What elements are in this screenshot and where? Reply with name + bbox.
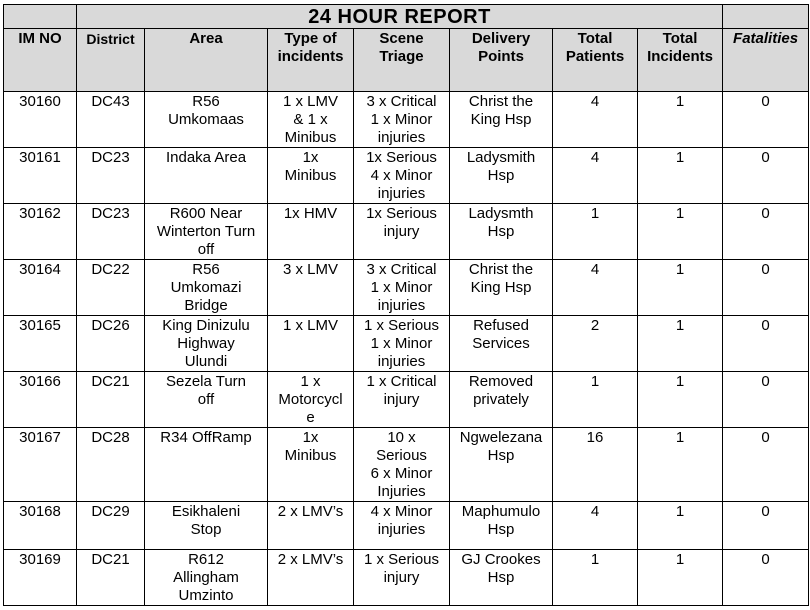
fatalities-cell: 0 bbox=[723, 260, 809, 316]
delivery-cell-line: privately bbox=[473, 391, 529, 408]
triage-cell-line: injuries bbox=[377, 297, 426, 314]
total-incidents-cell: 1 bbox=[638, 148, 723, 204]
type-cell-line: e bbox=[306, 409, 315, 426]
triage-cell-line: Injuries bbox=[377, 483, 426, 500]
delivery-cell bbox=[450, 428, 553, 502]
table-row bbox=[4, 92, 809, 148]
district-cell: DC21 bbox=[77, 372, 145, 428]
fatalities-cell: 0 bbox=[723, 428, 809, 502]
fatalities-cell: 0 bbox=[723, 92, 809, 148]
triage-cell bbox=[354, 316, 450, 372]
header-triage bbox=[354, 29, 450, 92]
total-incidents-cell: 1 bbox=[638, 92, 723, 148]
type-cell-line: Minibus bbox=[284, 129, 337, 146]
fatalities-cell: 0 bbox=[723, 316, 809, 372]
fatalities-cell: 0 bbox=[723, 550, 809, 606]
area-cell bbox=[145, 550, 268, 606]
triage-cell bbox=[354, 148, 450, 204]
report-body bbox=[4, 92, 809, 606]
total-patients-cell: 4 bbox=[553, 502, 638, 550]
header-im-no: IM NO bbox=[4, 29, 77, 92]
area-cell bbox=[145, 92, 268, 148]
header-fatalities: Fatalities bbox=[723, 29, 809, 92]
table-row bbox=[4, 204, 809, 260]
area-cell bbox=[145, 316, 268, 372]
area-cell-line: R612 bbox=[188, 551, 224, 568]
area-cell-line: R56 bbox=[192, 261, 220, 278]
delivery-cell bbox=[450, 316, 553, 372]
area-cell-line: Bridge bbox=[184, 297, 228, 314]
delivery-cell-line: Hsp bbox=[487, 223, 515, 240]
triage-cell bbox=[354, 372, 450, 428]
type-cell-line: 1x HMV bbox=[283, 205, 338, 222]
header-total-incidents bbox=[638, 29, 723, 92]
delivery-cell-line: King Hsp bbox=[470, 111, 532, 128]
delivery-cell-line: Removed bbox=[468, 373, 534, 390]
district-cell: DC21 bbox=[77, 550, 145, 606]
triage-cell-line: 1 x Serious bbox=[363, 551, 440, 568]
header-type bbox=[268, 29, 354, 92]
header-row bbox=[4, 29, 809, 92]
district-cell: DC23 bbox=[77, 148, 145, 204]
area-cell-line: R600 Near bbox=[169, 205, 243, 222]
area-cell-line: Indaka Area bbox=[165, 149, 247, 166]
district-cell: DC29 bbox=[77, 502, 145, 550]
header-total-incidents-line: Incidents bbox=[647, 48, 713, 65]
report-title: 24 HOUR REPORT bbox=[77, 5, 723, 29]
district-cell: DC22 bbox=[77, 260, 145, 316]
header-triage-line: Triage bbox=[379, 48, 424, 65]
type-cell bbox=[268, 260, 354, 316]
total-incidents-cell: 1 bbox=[638, 260, 723, 316]
type-cell-line: 2 x LMV’s bbox=[277, 503, 344, 520]
delivery-cell bbox=[450, 148, 553, 204]
delivery-cell-line: Hsp bbox=[487, 167, 515, 184]
triage-cell-line: 10 x bbox=[387, 429, 416, 446]
fatalities-cell: 0 bbox=[723, 502, 809, 550]
delivery-cell bbox=[450, 204, 553, 260]
total-patients-cell: 16 bbox=[553, 428, 638, 502]
delivery-cell bbox=[450, 372, 553, 428]
district-cell: DC28 bbox=[77, 428, 145, 502]
type-cell bbox=[268, 148, 354, 204]
type-cell bbox=[268, 316, 354, 372]
type-cell bbox=[268, 92, 354, 148]
total-patients-cell: 4 bbox=[553, 148, 638, 204]
header-delivery-line: Delivery bbox=[471, 30, 531, 47]
district-cell: DC23 bbox=[77, 204, 145, 260]
type-cell bbox=[268, 428, 354, 502]
table-row bbox=[4, 550, 809, 606]
area-cell-line: R56 bbox=[192, 93, 220, 110]
total-patients-cell: 1 bbox=[553, 550, 638, 606]
area-cell bbox=[145, 428, 268, 502]
triage-cell-line: 1 x Serious bbox=[363, 317, 440, 334]
header-delivery-line: Points bbox=[478, 48, 524, 65]
triage-cell-line: injuries bbox=[377, 521, 426, 538]
triage-cell-line: 1 x Minor bbox=[370, 335, 433, 352]
type-cell-line: 1 x LMV bbox=[282, 93, 339, 110]
type-cell-line: Motorcycl bbox=[278, 391, 343, 408]
area-cell-line: Stop bbox=[190, 521, 222, 538]
area-cell bbox=[145, 148, 268, 204]
type-cell-line: 1 x LMV bbox=[282, 317, 339, 334]
header-total-patients-line: Total bbox=[577, 30, 613, 47]
fatalities-cell: 0 bbox=[723, 372, 809, 428]
im-no-cell: 30162 bbox=[4, 204, 77, 260]
total-patients-cell: 1 bbox=[553, 372, 638, 428]
total-patients-cell: 4 bbox=[553, 260, 638, 316]
area-cell-line: King Dinizulu bbox=[162, 317, 250, 334]
area-cell-line: R34 OffRamp bbox=[160, 429, 252, 446]
fatalities-cell: 0 bbox=[723, 148, 809, 204]
delivery-cell-line: King Hsp bbox=[470, 279, 532, 296]
triage-cell-line: 4 x Minor bbox=[370, 167, 433, 184]
triage-cell-line: injuries bbox=[377, 353, 426, 370]
area-cell bbox=[145, 502, 268, 550]
triage-cell-line: injuries bbox=[377, 129, 426, 146]
triage-cell-line: injury bbox=[383, 569, 420, 586]
triage-cell-line: 1 x Critical bbox=[366, 373, 437, 390]
area-cell-line: Sezela Turn bbox=[165, 373, 247, 390]
area-cell-line: off bbox=[197, 241, 215, 258]
type-cell-line: 1 x bbox=[300, 373, 321, 390]
total-incidents-cell: 1 bbox=[638, 204, 723, 260]
delivery-cell bbox=[450, 502, 553, 550]
header-type-line: incidents bbox=[277, 48, 344, 65]
triage-cell-line: Serious bbox=[376, 447, 427, 464]
triage-cell-line: 3 x Critical bbox=[366, 261, 437, 278]
triage-cell bbox=[354, 550, 450, 606]
header-triage-line: Scene bbox=[379, 30, 424, 47]
area-cell-line: Umkomazi bbox=[170, 279, 242, 296]
im-no-cell: 30164 bbox=[4, 260, 77, 316]
delivery-cell bbox=[450, 550, 553, 606]
im-no-cell: 30161 bbox=[4, 148, 77, 204]
type-cell-line: Minibus bbox=[284, 447, 337, 464]
area-cell bbox=[145, 260, 268, 316]
area-cell-line: Ulundi bbox=[184, 353, 228, 370]
triage-cell bbox=[354, 204, 450, 260]
triage-cell bbox=[354, 502, 450, 550]
delivery-cell bbox=[450, 92, 553, 148]
total-incidents-cell: 1 bbox=[638, 372, 723, 428]
delivery-cell-line: Hsp bbox=[487, 521, 515, 538]
total-incidents-cell: 1 bbox=[638, 550, 723, 606]
delivery-cell-line: Maphumulo bbox=[461, 503, 541, 520]
table-row bbox=[4, 428, 809, 502]
im-no-cell: 30160 bbox=[4, 92, 77, 148]
table-row bbox=[4, 148, 809, 204]
im-no-cell: 30168 bbox=[4, 502, 77, 550]
delivery-cell-line: Hsp bbox=[487, 569, 515, 586]
district-cell: DC26 bbox=[77, 316, 145, 372]
delivery-cell bbox=[450, 260, 553, 316]
header-district: District bbox=[77, 29, 145, 92]
triage-cell bbox=[354, 428, 450, 502]
header-delivery bbox=[450, 29, 553, 92]
type-cell bbox=[268, 204, 354, 260]
triage-cell-line: 6 x Minor bbox=[370, 465, 433, 482]
type-cell-line: 2 x LMV’s bbox=[277, 551, 344, 568]
area-cell-line: Umkomaas bbox=[168, 111, 244, 128]
header-total-patients bbox=[553, 29, 638, 92]
delivery-cell-line: Services bbox=[472, 335, 530, 352]
triage-cell bbox=[354, 92, 450, 148]
total-patients-cell: 4 bbox=[553, 92, 638, 148]
triage-cell-line: 1x Serious bbox=[366, 149, 437, 166]
type-cell-line: & 1 x bbox=[293, 111, 328, 128]
triage-cell bbox=[354, 260, 450, 316]
table-row bbox=[4, 260, 809, 316]
blank-corner-cell bbox=[4, 5, 77, 29]
im-no-cell: 30167 bbox=[4, 428, 77, 502]
fatalities-cell: 0 bbox=[723, 204, 809, 260]
triage-cell-line: 1x Serious bbox=[366, 205, 437, 222]
area-cell-line: Highway bbox=[177, 335, 235, 352]
blank-title-cell bbox=[723, 5, 809, 29]
triage-cell-line: injury bbox=[383, 391, 420, 408]
table-row bbox=[4, 372, 809, 428]
report-table bbox=[3, 4, 809, 606]
triage-cell-line: injuries bbox=[377, 185, 426, 202]
table-row bbox=[4, 316, 809, 372]
total-patients-cell: 1 bbox=[553, 204, 638, 260]
table-row bbox=[4, 502, 809, 550]
total-incidents-cell: 1 bbox=[638, 428, 723, 502]
type-cell bbox=[268, 502, 354, 550]
header-type-line: Type of bbox=[284, 30, 337, 47]
triage-cell-line: 1 x Minor bbox=[370, 111, 433, 128]
header-total-incidents-line: Total bbox=[662, 30, 698, 47]
triage-cell-line: 4 x Minor bbox=[370, 503, 433, 520]
area-cell bbox=[145, 372, 268, 428]
im-no-cell: 30165 bbox=[4, 316, 77, 372]
delivery-cell-line: GJ Crookes bbox=[461, 551, 541, 568]
im-no-cell: 30166 bbox=[4, 372, 77, 428]
triage-cell-line: injury bbox=[383, 223, 420, 240]
triage-cell-line: 3 x Critical bbox=[366, 93, 437, 110]
total-incidents-cell: 1 bbox=[638, 316, 723, 372]
type-cell bbox=[268, 550, 354, 606]
area-cell-line: Umzinto bbox=[178, 587, 234, 604]
total-incidents-cell: 1 bbox=[638, 502, 723, 550]
delivery-cell-line: Refused bbox=[473, 317, 529, 334]
total-patients-cell: 2 bbox=[553, 316, 638, 372]
delivery-cell-line: Christ the bbox=[468, 261, 534, 278]
type-cell-line: Minibus bbox=[284, 167, 337, 184]
area-cell-line: off bbox=[197, 391, 215, 408]
area-cell-line: Allingham bbox=[173, 569, 239, 586]
type-cell bbox=[268, 372, 354, 428]
delivery-cell-line: Ngwelezana bbox=[459, 429, 543, 446]
area-cell-line: Winterton Turn bbox=[156, 223, 256, 240]
title-row bbox=[4, 5, 809, 29]
delivery-cell-line: Hsp bbox=[487, 447, 515, 464]
header-total-patients-line: Patients bbox=[565, 48, 625, 65]
area-cell bbox=[145, 204, 268, 260]
im-no-cell: 30169 bbox=[4, 550, 77, 606]
type-cell-line: 1x bbox=[302, 149, 319, 166]
type-cell-line: 3 x LMV bbox=[282, 261, 339, 278]
district-cell: DC43 bbox=[77, 92, 145, 148]
header-area: Area bbox=[145, 29, 268, 92]
delivery-cell-line: Ladysmth bbox=[468, 205, 534, 222]
delivery-cell-line: Christ the bbox=[468, 93, 534, 110]
type-cell-line: 1x bbox=[302, 429, 319, 446]
triage-cell-line: 1 x Minor bbox=[370, 279, 433, 296]
area-cell-line: Esikhaleni bbox=[171, 503, 241, 520]
delivery-cell-line: Ladysmith bbox=[466, 149, 536, 166]
